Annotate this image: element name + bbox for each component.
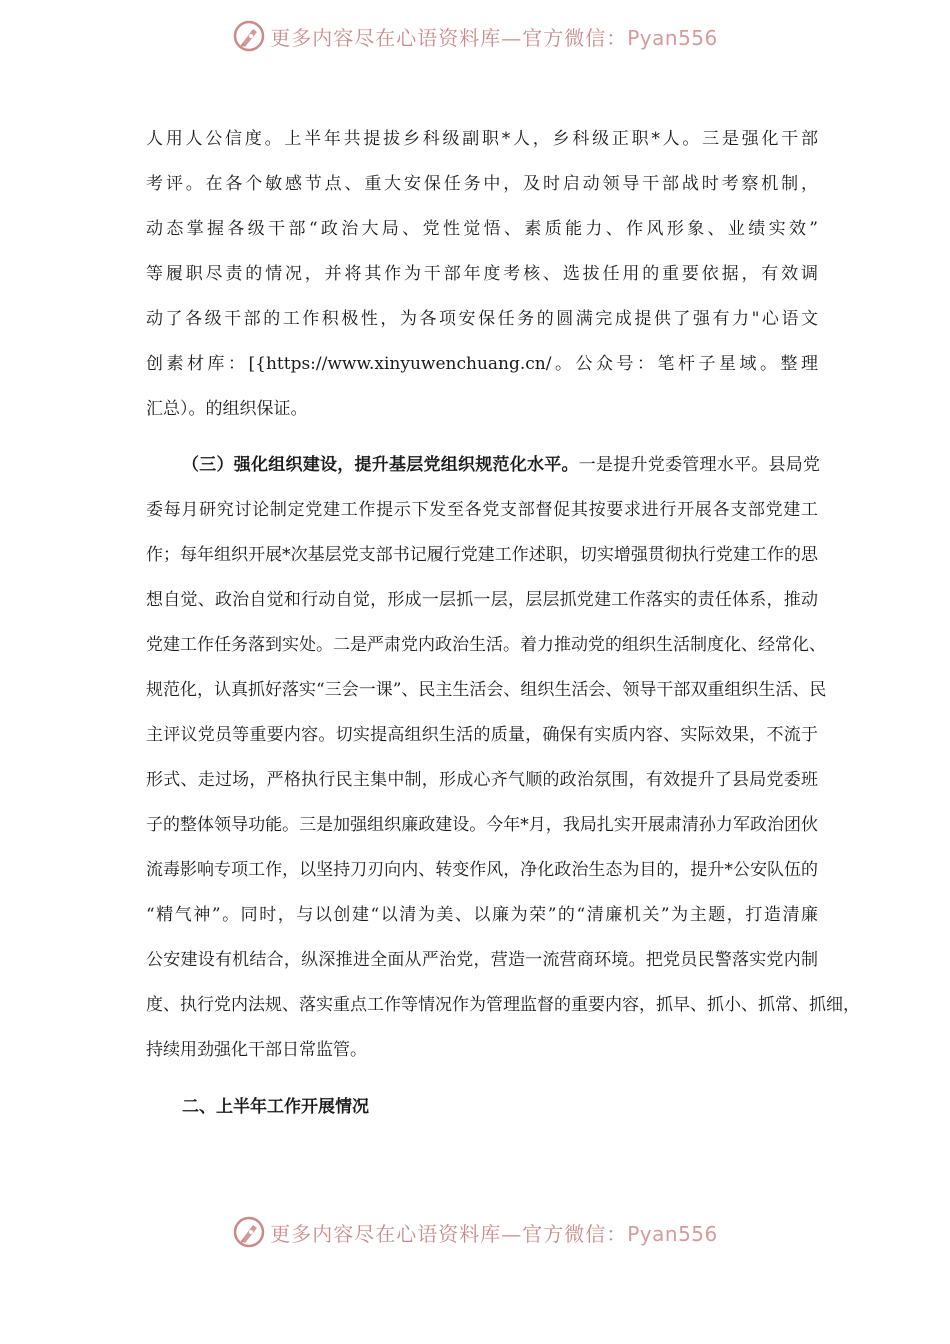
text-line: 动态掌握各级干部“政治大局、党性觉悟、素质能力、作风形象、业绩实效” [146,219,818,239]
paragraph-1 [146,124,818,439]
pen-nib-logo-icon [232,1215,266,1249]
wechat-id: Pyan556 [627,1221,718,1246]
text-line: “精气神”。同时，与以创建“以清为美、以廉为荣”的“清廉机关”为主题，打造清廉 [146,905,818,925]
wechat-id: Pyan556 [627,25,718,50]
watermark-banner-bottom [0,1212,950,1252]
text-line: 度、执行党内法规、落实重点工作等情况作为管理监督的重要内容，抓早、抓小、抓常、抓细， [146,995,860,1015]
paragraph-2 [146,450,860,1080]
text-line: 汇总）。的组织保证。 [146,399,308,419]
text-line: 流毒影响专项工作，以坚持刀刃向内、转变作风，净化政治生态为目的，提升*公安队伍的 [146,860,818,880]
text-line: 公安建设有机结合，纵深推进全面从严治党，营造一流营商环境。把党员民警落实党内制 [146,950,818,970]
text-line: 形式、走过场，严格执行民主集中制，形成心齐气顺的政治氛围，有效提升了县局党委班 [146,770,818,790]
text-line: 想自觉、政治自觉和行动自觉，形成一层抓一层，层层抓党建工作落实的责任体系，推动 [146,590,818,610]
text-line: 规范化，认真抓好落实“三会一课”、民主生活会、组织生活会、领导干部双重组织生活、民 [146,680,827,700]
text-line-first [146,450,820,495]
text-line: 创素材库：[{https://www.xinyuwenchuang.cn/。公众号：笔杆子星域。整理 [146,354,818,374]
text-line: 主评议党员等重要内容。切实提高组织生活的质量，确保有实质内容、实际效果，不流于 [146,725,818,745]
pen-nib-logo-icon [232,19,266,53]
text-line: 等履职尽责的情况，并将其作为干部年度考核、选拔任用的重要依据，有效调 [146,264,818,284]
text-line: 子的整体领导功能。三是加强组织廉政建设。今年*月，我局扎实开展肃清孙力军政治团伙 [146,815,818,835]
text-line: 考评。在各个敏感节点、重大安保任务中，及时启动领导干部战时考察机制， [146,174,818,194]
watermark-banner-top [0,16,950,56]
watermark-text: 更多内容尽在心语资料库—官方微信：Pyan556 [270,1221,718,1246]
text-line: 动了各级干部的工作积极性，为各项安保任务的圆满完成提供了强有力"心语文 [146,309,818,329]
text-line: 人用人公信度。上半年共提拔乡科级副职*人，乡科级正职*人。三是强化干部 [146,129,818,149]
text-line: 委每月研究讨论制定党建工作提示下发至各党支部督促其按要求进行开展各支部党建工 [146,500,818,520]
text-line: 持续用劲强化干部日常监管。 [146,1040,367,1060]
watermark-text: 更多内容尽在心语资料库—官方微信：Pyan556 [270,25,718,50]
text-line: 党建工作任务落到实处。二是严肃党内政治生活。着力推动党的组织生活制度化、经常化、 [146,635,826,655]
section-heading: 二、上半年工作开展情况 [182,1097,369,1117]
subsection-heading: （三）强化组织建设，提升基层党组织规范化水平。 [182,455,579,475]
text-line: 作；每年组织开展*次基层党支部书记履行党建工作述职，切实增强贯彻执行党建工作的思 [146,545,818,565]
text-run: 一是提升党委管理水平。县局党 [578,455,820,475]
